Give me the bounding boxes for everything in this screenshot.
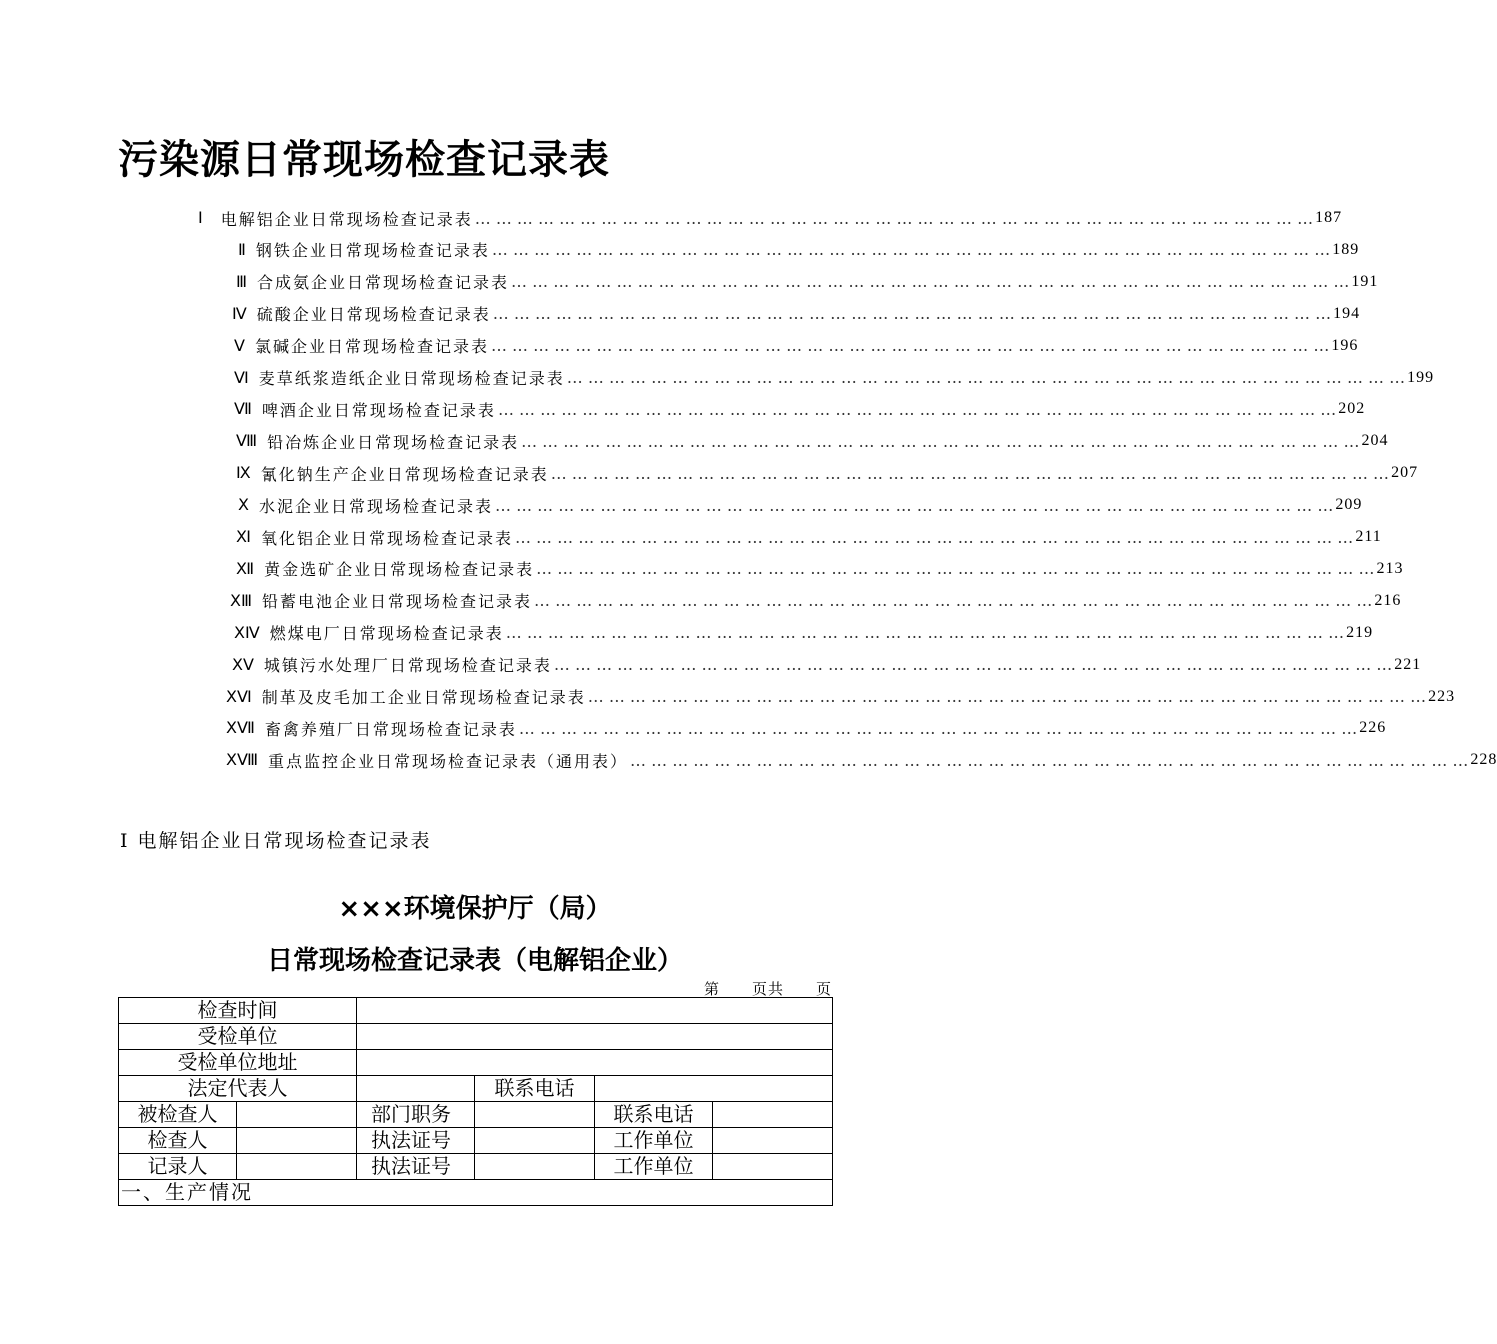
table-row [119, 1128, 833, 1154]
toc-item-label: 铅蓄电池企业日常现场检查记录表 [262, 592, 533, 612]
toc-item-label: 黄金选矿企业日常现场检查记录表 [264, 560, 535, 580]
toc-item-page: 226 [1359, 719, 1387, 737]
toc-item-label: 氰化钠生产企业日常现场检查记录表 [260, 464, 549, 484]
label-contact-phone-2: 联系电话 [595, 1102, 713, 1128]
inspection-form-table [118, 997, 833, 1206]
toc-item-number: Ⅱ [238, 241, 246, 259]
toc-item-number: Ⅴ [234, 337, 245, 355]
label-inspected-person: 被检查人 [119, 1102, 237, 1128]
toc-item-number: ⅩⅧ [226, 752, 259, 770]
label-recorder: 记录人 [119, 1154, 237, 1180]
toc-leader-dots: … … … … … … … … … … … … … … … … … … … … … … … … … … … … … … … … … … … … … … … … [518, 718, 1358, 738]
toc-item-number: ⅩⅦ [226, 720, 255, 738]
toc-leader-dots: … … … … … … … … … … … … … … … … … … … … … … … … … … … … … … … … … … … … … … … … [566, 368, 1406, 387]
page-counter: 第 页共 页 [703, 980, 832, 998]
toc-item-label: 钢铁企业日常现场检查记录表 [255, 241, 490, 261]
field-inspector[interactable] [237, 1128, 357, 1154]
toc-item[interactable] [236, 556, 1404, 582]
toc-item-label: 重点监控企业日常现场检查记录表（通用表） [268, 751, 629, 771]
toc-item-number: ⅩⅣ [234, 624, 260, 642]
toc-item[interactable] [236, 428, 1389, 454]
toc-item-page: 207 [1391, 464, 1419, 482]
field-contact-phone[interactable] [595, 1076, 833, 1102]
table-row [119, 1102, 833, 1128]
table-row [119, 998, 833, 1024]
toc-leader-dots: … … … … … … … … … … … … … … … … … … … … … … … … … … … … … … … … … … … … … … … … [536, 559, 1375, 579]
field-enforcement-cert-no-2[interactable] [475, 1154, 595, 1180]
org-title: ×××环境保护厅（局） [338, 894, 612, 924]
field-legal-representative[interactable] [357, 1076, 475, 1102]
toc-item[interactable] [226, 715, 1387, 741]
toc-item-label: 制革及皮毛加工企业日常现场检查记录表 [261, 688, 586, 707]
toc-leader-dots: … … … … … … … … … … … … … … … … … … … … … … … … … … … … … … … … … … … … … … … … [587, 687, 1427, 706]
field-inspection-time[interactable] [357, 998, 833, 1024]
field-department-position[interactable] [475, 1102, 595, 1128]
toc-item[interactable] [234, 396, 1366, 422]
toc-item-page: 221 [1394, 655, 1422, 673]
field-work-unit-2[interactable] [713, 1154, 833, 1180]
section-production-status: 一、生产情况 [119, 1180, 833, 1206]
toc-item[interactable] [232, 301, 1361, 327]
toc-item-page: 209 [1335, 496, 1363, 514]
form-title: 日常现场检查记录表（电解铝企业） [266, 946, 683, 976]
label-inspected-unit: 受检单位 [119, 1024, 357, 1050]
toc-item[interactable] [234, 333, 1359, 359]
label-legal-representative: 法定代表人 [119, 1076, 357, 1102]
toc-item-number: Ⅰ [198, 210, 203, 227]
label-department-position: 部门职务 [357, 1102, 475, 1128]
toc-item-label: 啤酒企业日常现场检查记录表 [261, 400, 496, 420]
toc-leader-dots: … … … … … … … … … … … … … … … … … … … … … … … … … … … … … … … … … … … … … … … … [474, 208, 1314, 228]
field-inspected-person[interactable] [237, 1102, 357, 1128]
toc-item-number: ⅩⅢ [230, 592, 252, 610]
table-row [119, 1050, 833, 1076]
table-row [119, 1180, 833, 1206]
label-enforcement-cert-no: 执法证号 [357, 1128, 475, 1154]
field-inspected-unit[interactable] [357, 1024, 833, 1050]
toc-item-label: 城镇污水处理厂日常现场检查记录表 [263, 656, 552, 676]
document-title: 污染源日常现场检查记录表 [118, 137, 610, 183]
toc-item-page: 196 [1331, 336, 1359, 354]
toc-item-number: ⅩⅥ [226, 688, 252, 706]
table-row [119, 1076, 833, 1102]
field-work-unit[interactable] [713, 1128, 833, 1154]
label-enforcement-cert-no-2: 执法证号 [357, 1154, 475, 1180]
toc-leader-dots: … … … … … … … … … … … … … … … … … … … … … … … … … … … … … … … … … … … … … … … … [497, 399, 1337, 419]
toc-leader-dots: … … … … … … … … … … … … … … … … … … … … … … … … … … … … … … … … … … … … … … … … [491, 240, 1331, 260]
toc-item-label: 电解铝企业日常现场检查记录表 [220, 209, 473, 229]
label-inspector: 检查人 [119, 1128, 237, 1154]
toc-leader-dots: … … … … … … … … … … … … … … … … … … … … … … … … … … … … … … … … … … … … … … … … [514, 527, 1354, 547]
toc-item-label: 硫酸企业日常现场检查记录表 [256, 305, 491, 325]
toc-item[interactable] [236, 524, 1382, 550]
toc-item-number: Ⅹ [238, 497, 249, 515]
toc-item-label: 铅冶炼企业日常现场检查记录表 [267, 432, 520, 452]
toc-leader-dots: … … … … … … … … … … … … … … … … … … … … … … … … … … … … … … … … … … … … … … … … [494, 495, 1334, 515]
field-enforcement-cert-no[interactable] [475, 1128, 595, 1154]
toc-item-page: 187 [1315, 209, 1343, 226]
toc-item-page: 194 [1333, 304, 1361, 322]
table-row [119, 1154, 833, 1180]
toc-item-number: Ⅺ [236, 529, 251, 546]
toc-item-page: 189 [1332, 240, 1360, 258]
toc-leader-dots: … … … … … … … … … … … … … … … … … … … … … … … … … … … … … … … … … … … … … … … … [550, 463, 1390, 483]
field-inspected-unit-address[interactable] [357, 1050, 833, 1076]
field-recorder[interactable] [237, 1154, 357, 1180]
toc-item-page: 202 [1338, 400, 1366, 418]
toc-leader-dots: … … … … … … … … … … … … … … … … … … … … … … … … … … … … … … … … … … … … … … … … [505, 623, 1345, 643]
toc-leader-dots: … … … … … … … … … … … … … … … … … … … … … … … … … … … … … … … … … … … … … … … … [553, 655, 1393, 675]
toc-item-page: 228 [1470, 751, 1497, 769]
toc-item-page: 191 [1351, 272, 1379, 290]
toc-item-number: Ⅷ [236, 433, 258, 451]
toc-item[interactable] [238, 237, 1360, 263]
toc-item-page: 211 [1355, 528, 1382, 545]
toc-item-page: 204 [1361, 432, 1389, 450]
toc-item[interactable] [226, 684, 1456, 710]
label-work-unit: 工作单位 [595, 1128, 713, 1154]
toc-item[interactable] [238, 492, 1363, 518]
toc-item[interactable] [232, 652, 1422, 678]
toc-leader-dots: … … … … … … … … … … … … … … … … … … … … … … … … … … … … … … … … … … … … … … … … [490, 336, 1330, 356]
toc-item-label: 畜禽养殖厂日常现场检查记录表 [264, 719, 517, 739]
toc-item-label: 合成氨企业日常现场检查记录表 [257, 273, 510, 293]
section-heading: Ⅰ 电解铝企业日常现场检查记录表 [120, 830, 432, 852]
toc-item[interactable] [234, 620, 1374, 646]
toc-item-number: ⅩⅤ [232, 656, 254, 674]
label-work-unit-2: 工作单位 [595, 1154, 713, 1180]
field-contact-phone-2[interactable] [713, 1102, 833, 1128]
toc-leader-dots: … … … … … … … … … … … … … … … … … … … … … … … … … … … … … … … … … … … … … … … … [511, 272, 1350, 292]
toc-item-page: 213 [1376, 559, 1404, 577]
label-inspected-unit-address: 受检单位地址 [119, 1050, 357, 1076]
toc-item-page: 223 [1428, 687, 1456, 705]
toc-item[interactable] [234, 365, 1435, 391]
label-contact-phone: 联系电话 [475, 1076, 595, 1102]
toc-item-page: 216 [1374, 591, 1402, 609]
toc-leader-dots: … … … … … … … … … … … … … … … … … … … … … … … … … … … … … … … … … … … … … … … … [534, 591, 1373, 611]
toc-leader-dots: … … … … … … … … … … … … … … … … … … … … … … … … … … … … … … … … … … … … … … … … [492, 304, 1332, 324]
toc-item[interactable] [198, 205, 1343, 231]
toc-item-page: 199 [1407, 368, 1435, 386]
toc-item-page: 219 [1346, 623, 1374, 641]
table-row [119, 1024, 833, 1050]
toc-item-number: Ⅶ [234, 401, 252, 419]
toc-item[interactable] [236, 460, 1419, 486]
toc-item-number: Ⅵ [234, 369, 249, 387]
toc-item-number: Ⅲ [236, 273, 248, 291]
toc-item[interactable] [236, 269, 1379, 295]
label-inspection-time: 检查时间 [119, 998, 357, 1024]
toc-item[interactable] [226, 747, 1497, 773]
toc-item[interactable] [230, 588, 1402, 614]
toc-leader-dots: … … … … … … … … … … … … … … … … … … … … … … … … … … … … … … … … … … … … … … … … [521, 431, 1360, 451]
toc-item-label: 水泥企业日常现场检查记录表 [258, 496, 493, 516]
toc-item-number: Ⅳ [232, 305, 247, 323]
toc-item-label: 麦草纸浆造纸企业日常现场检查记录表 [258, 369, 565, 388]
toc-item-label: 氯碱企业日常现场检查记录表 [254, 337, 489, 357]
toc-leader-dots: … … … … … … … … … … … … … … … … … … … … … … … … … … … … … … … … … … … … … … … … [630, 750, 1469, 770]
toc-item-number: Ⅻ [236, 560, 255, 578]
toc-item-label: 燃煤电厂日常现场检查记录表 [269, 624, 504, 644]
toc-item-label: 氧化铝企业日常现场检查记录表 [260, 528, 513, 548]
toc-item-number: Ⅸ [236, 465, 251, 483]
